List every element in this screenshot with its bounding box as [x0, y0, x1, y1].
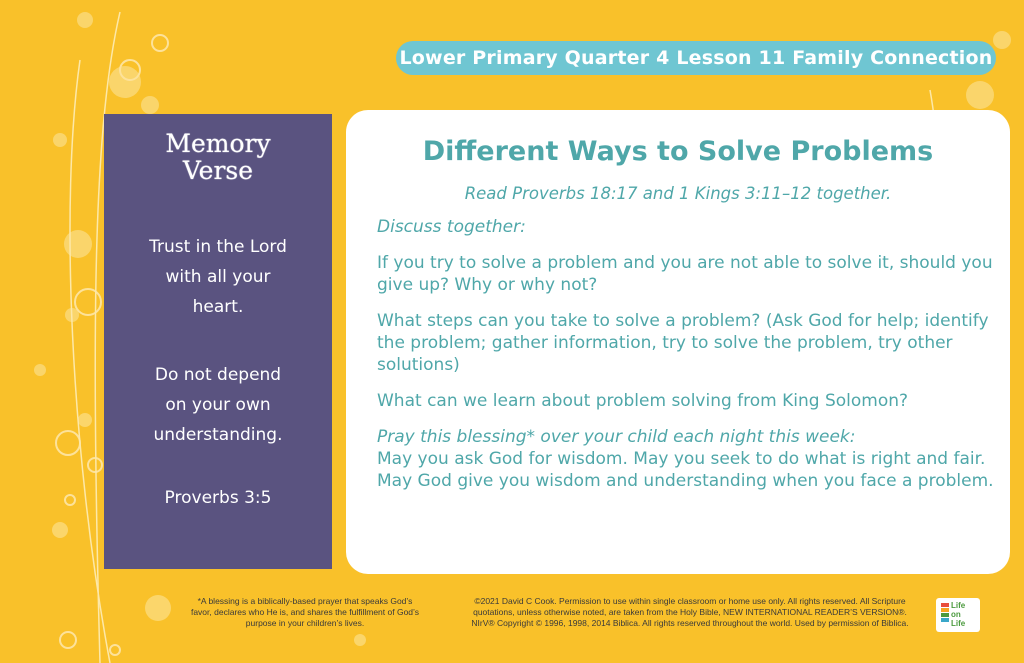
verse-reference: Proverbs 3:5: [164, 488, 272, 508]
memory-verse-title-line2: Verse: [182, 156, 254, 185]
verse-line: Do not depend: [154, 365, 282, 385]
discuss-label: Discuss together:: [377, 217, 526, 237]
question-2: What steps can you take to solve a problem? (Ask God for help; identify the problem; gather information, try to solve the problem, try other solutions): [377, 311, 989, 375]
blessing-footnote: *A blessing is a biblically-based prayer that speaks God’s favor, declares who He is, and shares the fulfillment of God’s purpose in your children’s lives.: [190, 596, 420, 628]
logo-text: [951, 601, 965, 628]
reading-instruction: Read Proverbs 18:17 and 1 Kings 3:11–12 together.: [464, 184, 892, 203]
verse-line: on your own: [165, 395, 271, 415]
memory-verse-title-line1: Memory: [165, 129, 271, 158]
blessing-text: May you ask God for wisdom. May you seek to do what is right and fair. May God give you wisdom and understanding when you face a problem.: [377, 449, 994, 491]
logo-line: on: [951, 610, 961, 619]
verse-text-block-1: [104, 232, 332, 322]
logo-stripes-icon: [941, 603, 949, 627]
copyright-notice: ©2021 David C Cook. Permission to use within single classroom or home use only. All rights reserved. All Scripture quotations, unless otherwise noted, are taken from the Holy Bible, NEW INTERNATIONAL READER’S VERSION®. NIrV® Copyright © 1996, 1998, 2014 Biblica. All rights reserved throughout the world. Used by permission of Biblica.: [471, 596, 909, 628]
verse-line: heart.: [192, 297, 244, 317]
verse-line: with all your: [165, 267, 271, 287]
question-3: What can we learn about problem solving from King Solomon?: [377, 391, 909, 411]
memory-verse-panel: [104, 114, 332, 569]
memory-verse-title: [104, 130, 332, 184]
verse-line: Trust in the Lord: [149, 237, 287, 257]
logo-line: Life: [951, 619, 966, 628]
verse-line: understanding.: [153, 425, 283, 445]
question-1: If you try to solve a problem and you are not able to solve it, should you give up? Why or why not?: [377, 253, 993, 295]
logo-line: Life: [951, 601, 966, 610]
life-on-life-logo: [936, 598, 980, 632]
lesson-banner: Lower Primary Quarter 4 Lesson 11 Family Connection: [396, 41, 996, 75]
pray-label: Pray this blessing* over your child each night this week:: [377, 427, 856, 447]
lesson-body: [377, 216, 997, 506]
verse-text-block-2: [104, 360, 332, 450]
lesson-card: [346, 110, 1010, 574]
lesson-title: Different Ways to Solve Problems: [422, 136, 934, 167]
